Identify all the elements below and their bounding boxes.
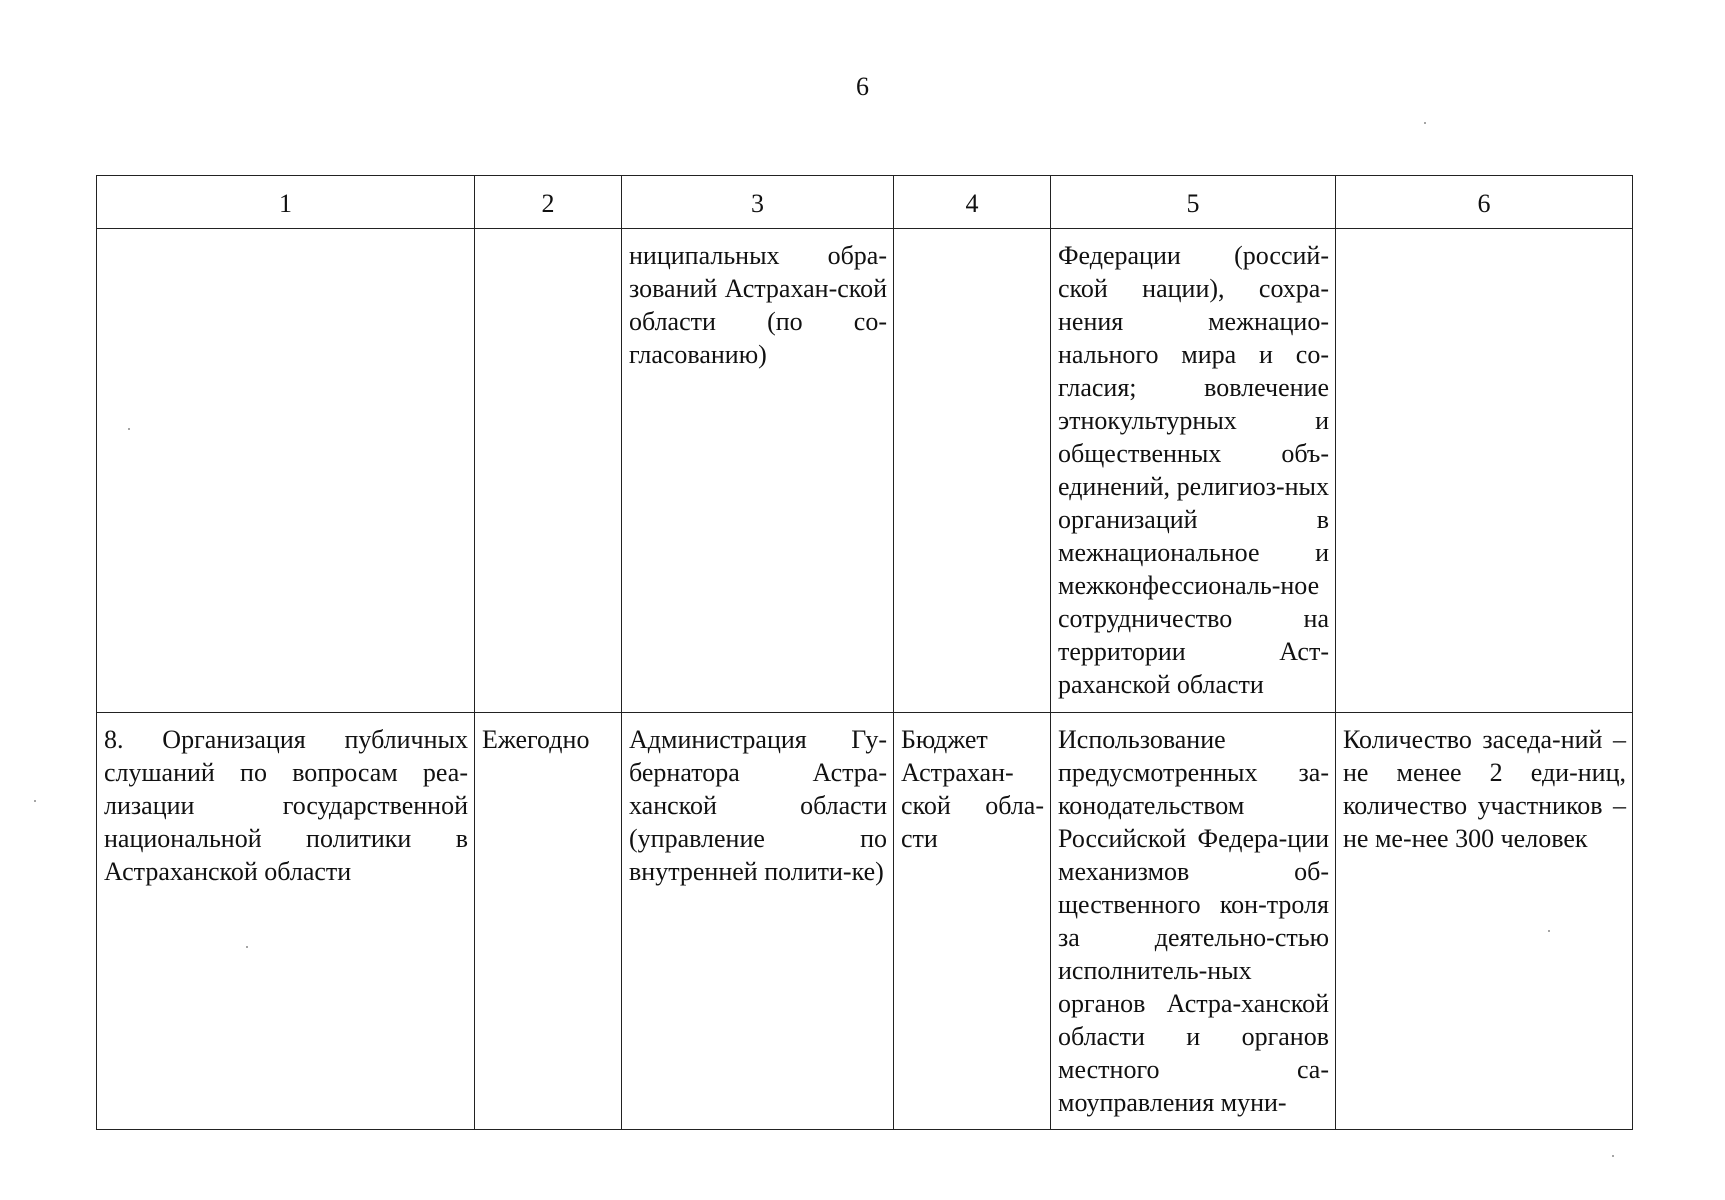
table-cell — [894, 713, 1051, 1130]
table-row — [97, 713, 1633, 1130]
table-cell — [97, 713, 475, 1130]
cell-text: Федерации (россий-ской нации), сохра-нения межнацио-нального мира и со-гласия; вовлечение этнокультурных и общественных объ-единений, религиоз-ных организаций в межнациональное и межконфессиональ-ное сотрудничество на территории Аст-раханской области — [1058, 241, 1329, 699]
scan-speck — [1548, 930, 1550, 932]
cell-text: Администрация Гу-бернатора Астра-ханской области (управление по внутренней полити-ке) — [629, 725, 887, 886]
table-cell — [622, 229, 894, 713]
cell-text: Количество заседа-ний – не менее 2 еди-ниц, количество участников – не ме-нее 300 человек — [1343, 725, 1626, 853]
scan-speck — [1424, 122, 1426, 124]
scan-speck — [128, 428, 130, 430]
scan-speck — [1612, 1155, 1614, 1157]
column-header-3: 3 — [622, 176, 894, 229]
cell-text: ниципальных обра-зований Астрахан-ской области (по со-гласованию) — [629, 241, 887, 369]
table-cell — [475, 713, 622, 1130]
table-cell — [1336, 229, 1633, 713]
cell-text: Бюджет Астрахан-ской обла-сти — [901, 725, 1044, 853]
table-cell — [1051, 229, 1336, 713]
table-header-row — [97, 176, 1633, 229]
measures-table — [96, 175, 1633, 1130]
page-number: 6 — [856, 72, 869, 101]
cell-text: 8. Организация публичных слушаний по вопросам реа-лизации государственной национальной политики в Астраханской области — [104, 725, 468, 886]
cell-text: Ежегодно — [482, 725, 590, 754]
table-cell — [1051, 713, 1336, 1130]
table-row — [97, 229, 1633, 713]
column-header-1: 1 — [97, 176, 475, 229]
column-header-4: 4 — [894, 176, 1051, 229]
cell-text: Использование предусмотренных за-конодательством Российской Федера-ции механизмов об-щественного кон-троля за деятельно-стью исполнитель-ных органов Астра-ханской области и органов местного са-моуправления муни- — [1058, 725, 1329, 1117]
table-cell — [97, 229, 475, 713]
scan-speck — [246, 946, 248, 948]
scan-speck — [34, 800, 36, 802]
column-header-5: 5 — [1051, 176, 1336, 229]
table-cell — [894, 229, 1051, 713]
table-cell — [1336, 713, 1633, 1130]
column-header-6: 6 — [1336, 176, 1633, 229]
table-cell — [475, 229, 622, 713]
column-header-2: 2 — [475, 176, 622, 229]
table-cell — [622, 713, 894, 1130]
